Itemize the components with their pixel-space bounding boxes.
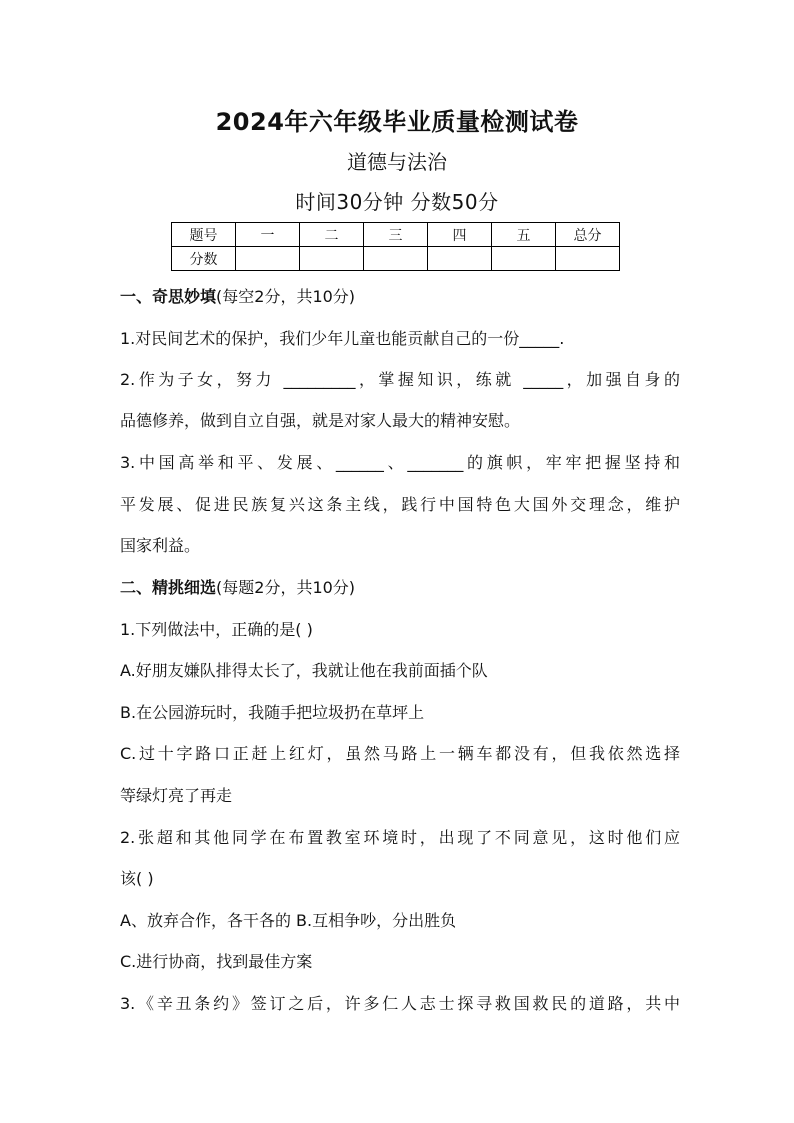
score-input-cell[interactable] (300, 247, 364, 271)
s2-q1: 1.下列做法中，正确的是( ) (120, 620, 313, 639)
score-table-cell: 三 (364, 223, 428, 247)
s2-q3-line1: 3.《辛丑条约》签订之后，许多仁人志士探寻救国救民的道路，共中 (120, 994, 680, 1013)
s1-q3-line2: 平发展、促进民族复兴这条主线，践行中国特色大国外交理念，维护 (120, 495, 680, 514)
s2-q2-option-c: C.进行协商，找到最佳方案 (120, 952, 313, 971)
score-table-cell: 总分 (556, 223, 620, 247)
s2-q1-option-c-line1: C.过十字路口正赶上红灯，虽然马路上一辆车都没有，但我依然选择 (120, 744, 680, 763)
score-table-cell: 四 (428, 223, 492, 247)
s2-q2-line1: 2.张超和其他同学在布置教室环境时，出现了不同意见，这时他们应 (120, 828, 680, 847)
s1-q3-line1: 3.中国高举和平、发展、______、_______的旗帜，牢牢把握坚持和 (120, 453, 680, 472)
section1-heading (120, 284, 680, 307)
score-table-cell: 一 (236, 223, 300, 247)
time-and-score-info: 时间30分钟 分数50分 (295, 190, 499, 214)
score-row-label: 分数 (172, 247, 236, 271)
s2-q2-options-ab: A、放弃合作，各干各的 B.互相争吵，分出胜负 (120, 911, 457, 930)
section2-note: (每题2分，共10分) (216, 578, 356, 597)
score-input-cell[interactable] (556, 247, 620, 271)
score-input-cell[interactable] (492, 247, 556, 271)
s1-q3-line3: 国家利益。 (120, 536, 201, 555)
exam-title: 2024年六年级毕业质量检测试卷 (215, 108, 579, 136)
score-table (171, 222, 620, 271)
score-table-header-row (172, 223, 620, 247)
score-input-cell[interactable] (236, 247, 300, 271)
score-table-cell: 二 (300, 223, 364, 247)
section1-note: (每空2分，共10分) (216, 287, 356, 306)
s2-q1-option-b: B.在公园游玩时，我随手把垃圾扔在草坪上 (120, 703, 425, 722)
s2-q1-option-c-line2: 等绿灯亮了再走 (120, 786, 233, 805)
score-table-score-row (172, 247, 620, 271)
s1-q1: 1.对民间艺术的保护，我们少年儿童也能贡献自己的一份_____. (120, 329, 565, 348)
s1-q2-line2: 品德修养，做到自立自强，就是对家人最大的精神安慰。 (120, 411, 521, 430)
exam-subject: 道德与法治 (347, 150, 447, 174)
score-input-cell[interactable] (428, 247, 492, 271)
s1-q2-line1: 2.作为子女，努力 _________，掌握知识，练就 _____，加强自身的 (120, 370, 680, 389)
s2-q2-line2: 该( ) (120, 869, 154, 888)
score-table-cell: 五 (492, 223, 556, 247)
section2-heading (120, 575, 680, 598)
score-table-cell: 题号 (172, 223, 236, 247)
section2-title: 二、精挑细选 (120, 578, 217, 597)
score-input-cell[interactable] (364, 247, 428, 271)
s2-q1-option-a: A.好朋友嫌队排得太长了，我就让他在我前面插个队 (120, 661, 488, 680)
section1-title: 一、奇思妙填 (120, 287, 217, 306)
